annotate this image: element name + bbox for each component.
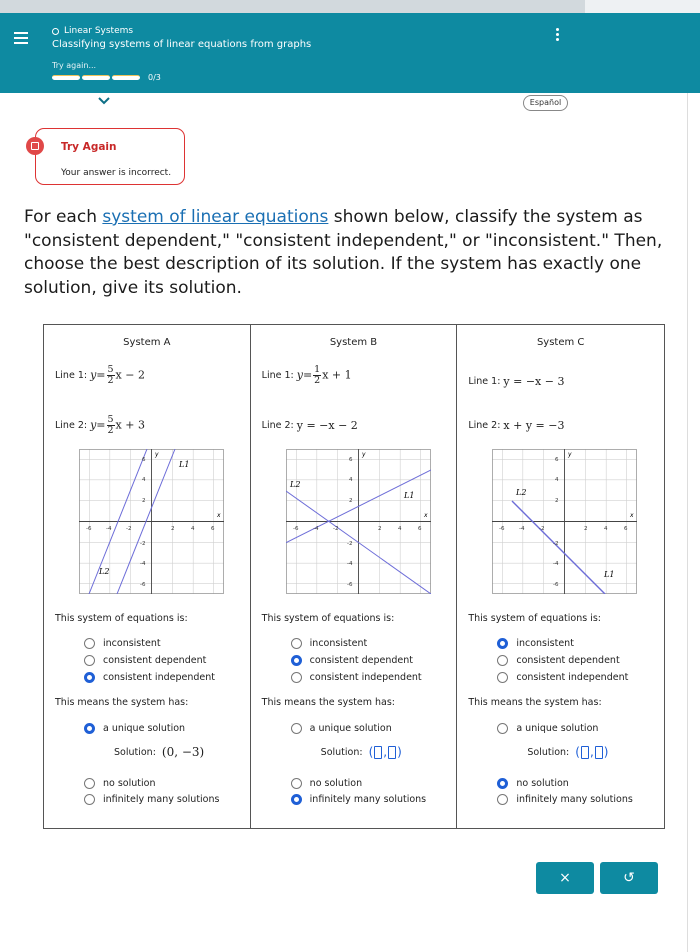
radio-inconsistent[interactable] [84, 638, 161, 649]
radio-label: no solution [516, 778, 569, 789]
x-ticks [86, 526, 215, 532]
tick-label: -4 [140, 561, 146, 567]
y-axis-label: y [155, 451, 159, 458]
radio-circle-selected[interactable] [291, 655, 302, 666]
radio-label: consistent independent [103, 672, 215, 683]
radio-circle[interactable] [497, 794, 508, 805]
radio-no-solution[interactable] [291, 778, 362, 789]
tick-label: 6 [417, 526, 422, 532]
equation: y= $\frac{5}{2}$ x + 3 [90, 414, 145, 436]
chevron-down-icon[interactable] [97, 95, 111, 107]
eq-rest: x + 1 [322, 368, 352, 382]
equation: y= $\frac{5}{2}$ x − 2 [90, 364, 145, 386]
solution-y-box[interactable] [595, 746, 603, 759]
radio-label: consistent independent [309, 672, 422, 683]
radio-circle-selected[interactable] [497, 778, 508, 789]
line-label: Line 1: [261, 370, 294, 381]
system-b-line1 [262, 365, 352, 386]
solution-label: Solution: [527, 746, 570, 758]
systems-table [43, 324, 665, 829]
equation: x + y = −3 [503, 419, 565, 432]
radio-infinite-solutions[interactable] [84, 794, 219, 805]
status-text: Try again... [52, 61, 97, 70]
y-ticks [347, 457, 353, 588]
line-label: Line 1: [55, 370, 88, 381]
label-l2: L2 [516, 488, 527, 497]
glossary-link[interactable]: system of linear equations [102, 207, 329, 227]
radio-circle-selected[interactable] [84, 672, 95, 683]
frac-num: 1 [314, 364, 321, 375]
x-axis-label: x [217, 512, 221, 519]
radio-circle[interactable] [84, 794, 95, 805]
tick-label: 4 [191, 526, 195, 532]
progress-segment [52, 75, 80, 80]
system-title: System A [123, 337, 171, 348]
system-c-column [457, 325, 664, 828]
page-title: Classifying systems of linear equations from graphs [52, 39, 312, 50]
means-label: This means the system has: [468, 697, 602, 708]
tick-label: 2 [348, 498, 353, 504]
radio-circle[interactable] [291, 778, 302, 789]
browser-strip-right [585, 0, 700, 13]
system-c-line1 [468, 375, 564, 388]
tick-label: 6 [624, 526, 628, 532]
progress-label: 0/3 [148, 73, 161, 82]
radio-circle-selected[interactable] [84, 723, 95, 734]
radio-label: consistent independent [516, 672, 629, 683]
radio-circle-selected[interactable] [497, 638, 508, 649]
eq-rest: x − 2 [115, 368, 145, 382]
tick-label: 4 [397, 526, 402, 532]
fraction [107, 365, 115, 386]
radio-label: a unique solution [516, 723, 599, 734]
fraction [107, 415, 115, 436]
radio-unique-solution[interactable] [84, 723, 185, 734]
tick-label: -4 [553, 561, 559, 567]
frac-den: 2 [107, 375, 114, 386]
eq-lhs: y [90, 368, 97, 382]
tick-label: 2 [377, 526, 382, 532]
radio-circle-selected[interactable] [291, 794, 302, 805]
system-title: System B [329, 337, 378, 348]
line-label: Line 2: [55, 420, 88, 431]
radio-consistent-dependent[interactable] [291, 655, 413, 666]
radio-label: a unique solution [309, 723, 392, 734]
radio-unique-solution[interactable] [291, 723, 392, 734]
solution-x-box[interactable] [581, 746, 589, 759]
system-b-line2 [262, 419, 358, 432]
radio-consistent-dependent[interactable] [84, 655, 206, 666]
tick-label: -6 [292, 526, 299, 532]
tick-label: 2 [555, 498, 559, 504]
feedback-message: Your answer is incorrect. [61, 168, 172, 178]
radio-label: inconsistent [103, 638, 161, 649]
y-axis-label: y [361, 451, 366, 458]
question-after: shown below, classify the system as "consistent dependent," "consistent independent," or "inconsistent." Then, choose the best description of its solution. If the system has exactly one solution, give its solution. [24, 207, 663, 298]
radio-label: infinitely many solutions [516, 794, 633, 805]
radio-unique-solution[interactable] [497, 723, 598, 734]
tick-label: -2 [332, 526, 339, 532]
clear-button[interactable]: × [536, 862, 594, 894]
system-c-line2 [468, 419, 564, 432]
solution-value[interactable]: (0, −3) [161, 745, 205, 759]
radio-label: infinitely many solutions [103, 794, 220, 805]
frac-num: 5 [107, 414, 114, 425]
system-a-column [44, 325, 251, 828]
tick-label: -2 [553, 541, 559, 547]
frac-den: 2 [107, 425, 114, 436]
system-b-column [251, 325, 458, 828]
tick-label: 4 [555, 477, 559, 483]
fraction [313, 365, 321, 386]
feedback-title: Try Again [61, 141, 117, 153]
line-label: Line 2: [468, 420, 501, 431]
eq-lhs: y [90, 418, 97, 432]
radio-circle[interactable] [291, 638, 302, 649]
system-a-line2 [55, 415, 145, 436]
equation: y = −x − 2 [296, 419, 358, 432]
menu-icon[interactable] [14, 32, 28, 44]
tick-label: -4 [519, 526, 525, 532]
y-axis-label: y [568, 451, 572, 458]
equation: y= $\frac{1}{2}$ x + 1 [296, 364, 352, 386]
tick-label: 6 [555, 457, 559, 463]
frac-num: 5 [107, 364, 114, 375]
x-axis-label: x [630, 512, 634, 519]
tick-label: -2 [140, 541, 146, 547]
radio-circle[interactable] [291, 723, 302, 734]
radio-infinite-solutions[interactable] [497, 794, 632, 805]
tick-label: -6 [140, 582, 146, 588]
solution-row [321, 745, 402, 759]
tick-label: -6 [346, 582, 353, 588]
tick-label: -2 [126, 526, 132, 532]
solution-row [527, 745, 608, 759]
tick-label: -2 [539, 526, 545, 532]
frac-den: 2 [314, 375, 321, 386]
means-label: This means the system has: [261, 697, 395, 708]
radio-no-solution[interactable] [84, 778, 155, 789]
equation: y = −x − 3 [503, 375, 565, 388]
solution-input[interactable]: ( , ) [368, 745, 402, 759]
system-c-graph [492, 449, 637, 594]
radio-circle[interactable] [497, 672, 508, 683]
radio-circle[interactable] [84, 655, 95, 666]
system-a-line1 [55, 365, 145, 386]
radio-inconsistent[interactable] [291, 638, 368, 649]
radio-label: consistent dependent [103, 655, 207, 666]
topic-label: Linear Systems [64, 26, 134, 36]
topic-row [52, 26, 133, 36]
tick-label: 6 [142, 457, 146, 463]
radio-consistent-independent[interactable] [497, 672, 628, 683]
radio-consistent-independent[interactable] [84, 672, 215, 683]
radio-infinite-solutions[interactable] [291, 794, 426, 805]
tick-label: -6 [499, 526, 505, 532]
radio-label: no solution [309, 778, 363, 789]
tick-label: -6 [86, 526, 92, 532]
radio-label: infinitely many solutions [309, 794, 427, 805]
question-text [24, 206, 684, 300]
tick-label: 2 [584, 526, 588, 532]
tick-label: -4 [346, 561, 353, 567]
tick-label: -4 [312, 526, 319, 532]
tick-label: -2 [346, 541, 353, 547]
radio-label: consistent dependent [516, 655, 620, 666]
x-ticks [499, 526, 628, 532]
solution-label: Solution: [114, 746, 156, 758]
tick-label: 2 [142, 498, 146, 504]
radio-no-solution[interactable] [497, 778, 568, 789]
line-label: Line 1: [468, 376, 501, 387]
eq-lhs: y [296, 368, 303, 382]
more-options-icon[interactable] [556, 28, 560, 43]
system-is-label: This system of equations is: [55, 613, 188, 624]
label-l1: L1 [403, 491, 415, 500]
tick-label: 6 [211, 526, 215, 532]
radio-label: inconsistent [516, 638, 574, 649]
radio-inconsistent[interactable] [497, 638, 574, 649]
system-is-label: This system of equations is: [468, 613, 601, 624]
system-b-graph [286, 449, 431, 594]
radio-circle[interactable] [497, 723, 508, 734]
system-is-label: This system of equations is: [261, 613, 395, 624]
undo-button[interactable]: ↺ [600, 862, 658, 894]
label-l1: L1 [604, 570, 615, 579]
radio-label: no solution [103, 778, 156, 789]
line-label: Line 2: [261, 420, 294, 431]
question-before: For each [24, 207, 103, 227]
tick-label: -6 [553, 582, 559, 588]
tick-label: 6 [348, 457, 353, 463]
radio-circle[interactable] [291, 672, 302, 683]
y-ticks [553, 457, 559, 588]
radio-label: a unique solution [103, 723, 186, 734]
x-axis-label: x [423, 512, 428, 519]
solution-label: Solution: [320, 746, 363, 758]
label-l2: L2 [289, 480, 301, 489]
radio-circle[interactable] [497, 655, 508, 666]
solution-x-box[interactable] [374, 746, 382, 759]
solution-input[interactable]: ( , ) [575, 745, 609, 759]
radio-consistent-dependent[interactable] [497, 655, 619, 666]
tick-label: 4 [604, 526, 608, 532]
system-a-graph [79, 449, 224, 594]
feedback-list-icon [26, 137, 44, 155]
action-buttons [536, 862, 664, 894]
label-l2: L2 [99, 567, 110, 576]
header-bar [0, 13, 700, 93]
radio-circle[interactable] [84, 778, 95, 789]
radio-label: inconsistent [309, 638, 368, 649]
radio-circle[interactable] [84, 638, 95, 649]
tick-label: -4 [106, 526, 112, 532]
means-label: This means the system has: [55, 697, 189, 708]
scrollbar-track[interactable] [687, 93, 700, 952]
tick-label: 2 [171, 526, 175, 532]
solution-row [114, 745, 204, 759]
system-title: System C [536, 337, 585, 348]
tick-label: 4 [348, 477, 353, 483]
language-button[interactable]: Español [523, 95, 568, 111]
progress-bar [52, 73, 161, 82]
topic-circle-icon [52, 28, 59, 35]
progress-segment [82, 75, 110, 80]
solution-y-box[interactable] [388, 746, 396, 759]
radio-label: consistent dependent [309, 655, 413, 666]
x-ticks [293, 526, 422, 532]
eq-rest: x + 3 [115, 418, 145, 432]
tick-label: 4 [142, 477, 146, 483]
radio-consistent-independent[interactable] [291, 672, 422, 683]
label-l1: L1 [179, 460, 190, 469]
progress-segment [112, 75, 140, 80]
